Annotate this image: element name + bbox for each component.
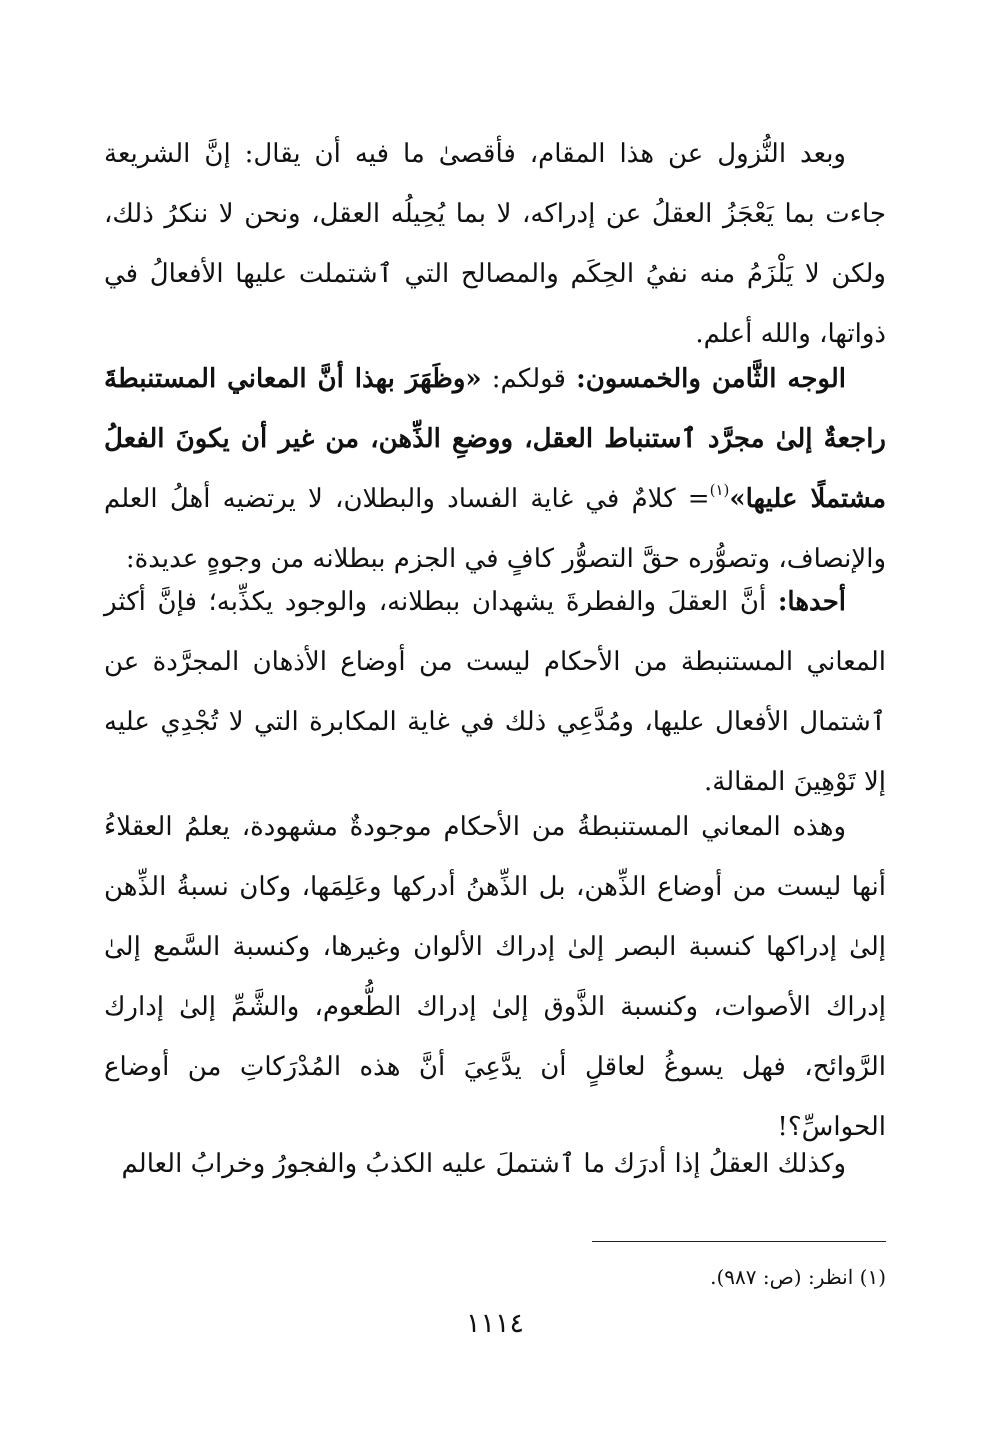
section-heading: الوجه الثَّامن والخمسون: [576, 364, 846, 394]
footnote: (١) انظر: (ص: ٩٨٧). [710, 1265, 886, 1289]
point-heading: أحدها: [777, 587, 846, 617]
quoted-statement: «وظَهَرَ بهذا أنَّ المعاني المستنبطةَ راجعةٌ إلىٰ مجرَّد ٱستنباط العقل، ووضعِ الذِّهن، من غير أن يكونَ الفعلُ مشتملًا عليها» [104, 364, 886, 514]
paragraph-4-text: وهذه المعاني المستنبطةُ من الأحكام موجودةٌ مشهودة، يعلمُ العقلاءُ أنها ليست من أوضاع الذِّهن، بل الذِّهنُ أدركها وعَلِمَها، وكان نسبةُ الذِّهن إلىٰ إدراكها كنسبة البصر إلىٰ إدراك الألوان وغيرها، وكنسبة السَّمع إلىٰ إدراك الأصوات، وكنسبة الذَّوق إلىٰ إدراك الطُّعوم، والشَّمِّ إلىٰ إدارك الرَّوائح، فهل يسوغُ لعاقلٍ أن يدَّعِيَ أنَّ هذه المُدْرَكاتِ من أوضاع الحواسِّ؟! [104, 812, 886, 1142]
paragraph-2-text: = كلامٌ في غاية الفساد والبطلان، لا يرتضيه أهلُ العلم والإنصاف، وتصوُّره حقَّ التصوُّر كافٍ في الجزم ببطلانه من وجوهٍ عديدة: [104, 484, 886, 574]
paragraph-1-text: وبعد النُّزول عن هذا المقام، فأقصىٰ ما فيه أن يقال: إنَّ الشريعة جاءت بما يَعْجَزُ العقلُ عن إدراكه، لا بما يُحِيلُه العقل، ونحن لا ننكرُ ذلك، ولكن لا يَلْزَمُ منه نفيُ الحِكَم والمصالح التي ٱشتملت عليها الأفعالُ في ذواتها، والله أعلم. [104, 139, 886, 349]
paragraph-4 [104, 797, 886, 1157]
page-number: ١١١٤ [465, 1308, 524, 1339]
paragraph-2-intro: قولكم: [481, 364, 577, 394]
paragraph-1 [104, 124, 886, 364]
footnote-marker: (١) [709, 481, 730, 499]
paragraph-5-text: وكذلك العقلُ إذا أدرَك ما ٱشتملَ عليه الكذبُ والفجورُ وخرابُ العالم [121, 1149, 846, 1179]
paragraph-3 [104, 572, 886, 812]
footnote-separator [592, 1241, 886, 1242]
paragraph-3-text: أنَّ العقلَ والفطرةَ يشهدان ببطلانه، والوجود يكذِّبه؛ فإنَّ أكثر المعاني المستنبطة من الأحكام ليست من أوضاع الأذهان المجرَّدة عن ٱشتمال الأفعال عليها، ومُدَّعِي ذلك في غاية المكابرة التي لا تُجْدِي عليه إلا تَوْهِينَ المقالة. [104, 587, 886, 797]
paragraph-5 [104, 1134, 886, 1194]
paragraph-2 [104, 349, 886, 589]
